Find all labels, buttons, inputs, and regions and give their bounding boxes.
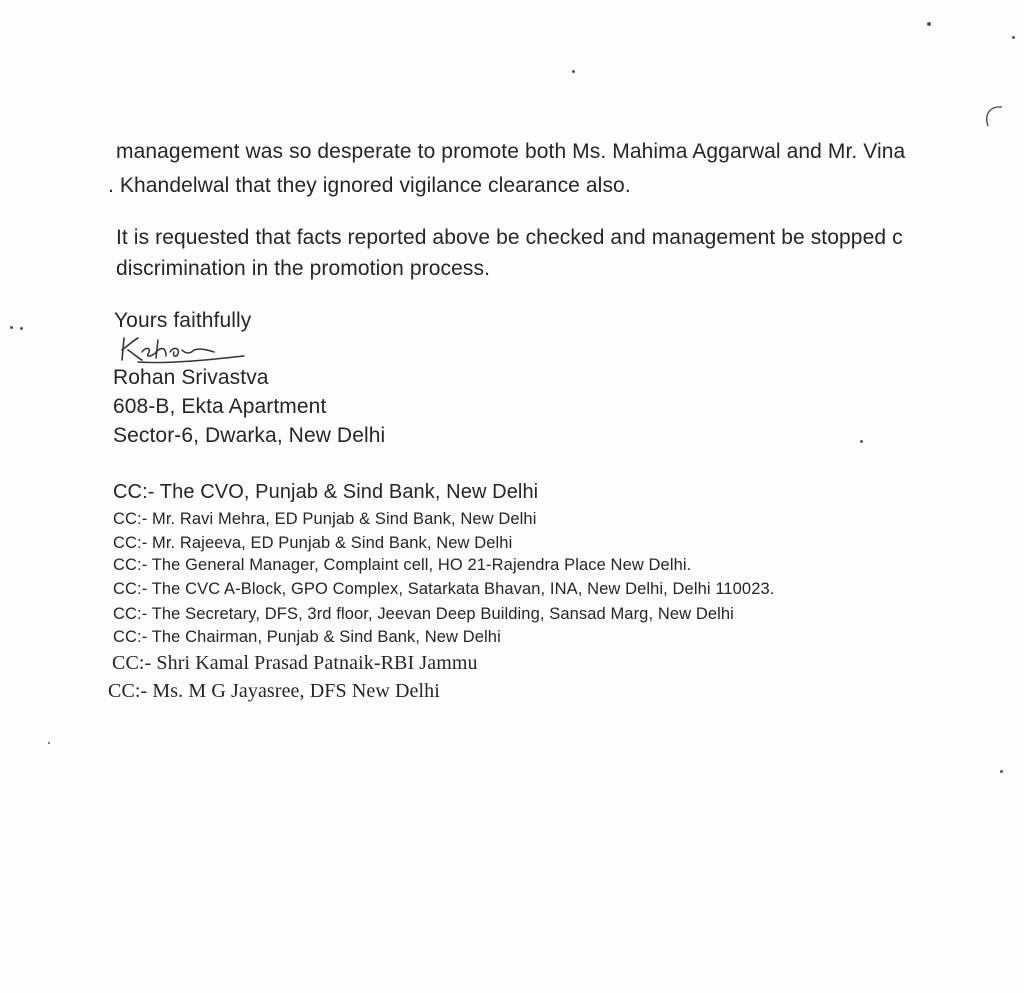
cc-line: CC:- The Chairman, Punjab & Sind Bank, New Delhi [113, 628, 501, 646]
cc-line: CC:- The CVO, Punjab & Sind Bank, New Delhi [113, 481, 539, 503]
cc-line: CC:- The Secretary, DFS, 3rd floor, Jeevan Deep Building, Sansad Marg, New Delhi [113, 605, 734, 623]
scan-speck [48, 742, 50, 744]
body-paragraph2-line1: It is requested that facts reported above be checked and management be stopped c [116, 226, 903, 249]
scan-mark [980, 104, 1010, 134]
body-paragraph1-line1: management was so desperate to promote both Ms. Mahima Aggarwal and Mr. Vina [116, 140, 906, 163]
scan-speck [1000, 770, 1003, 773]
cc-line: CC:- Mr. Rajeeva, ED Punjab & Sind Bank, New Delhi [113, 534, 513, 552]
body-paragraph2-line2: discrimination in the promotion process. [116, 257, 491, 280]
sender-address-line1: 608-B, Ekta Apartment [113, 395, 327, 418]
scan-speck [572, 70, 575, 73]
sender-name: Rohan Srivastva [113, 366, 269, 389]
scan-speck [927, 22, 931, 26]
handwritten-signature [118, 330, 248, 366]
scan-speck [860, 440, 863, 443]
scan-speck [20, 327, 23, 330]
cc-line: CC:- Mr. Ravi Mehra, ED Punjab & Sind Bank, New Delhi [113, 510, 537, 528]
scan-speck [10, 326, 13, 329]
scan-speck [1012, 36, 1015, 39]
cc-line: CC:- Ms. M G Jayasree, DFS New Delhi [108, 680, 440, 702]
closing-salutation: Yours faithfully [114, 309, 252, 332]
cc-line: CC:- The CVC A-Block, GPO Complex, Satarkata Bhavan, INA, New Delhi, Delhi 110023. [113, 580, 775, 598]
sender-address-line2: Sector-6, Dwarka, New Delhi [113, 424, 386, 447]
cc-line: CC:- The General Manager, Complaint cell, HO 21-Rajendra Place New Delhi. [113, 556, 692, 574]
body-paragraph1-line2: . Khandelwal that they ignored vigilance clearance also. [108, 174, 631, 197]
cc-line: CC:- Shri Kamal Prasad Patnaik-RBI Jammu [112, 652, 478, 674]
